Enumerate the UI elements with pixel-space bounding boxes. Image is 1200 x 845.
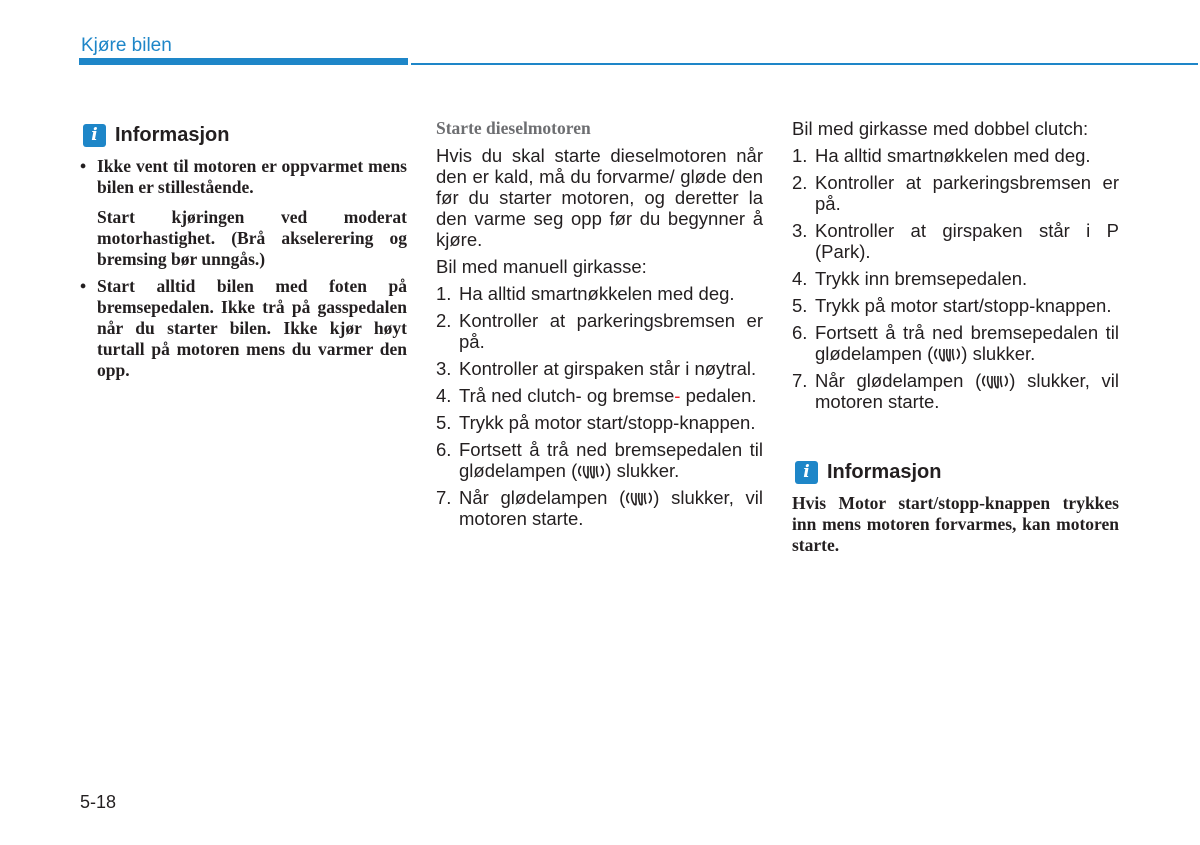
step-text: Ha alltid smartnøkkelen med deg. xyxy=(459,283,735,304)
list-item xyxy=(436,283,763,304)
step-text-a: Trå ned clutch- og bremse xyxy=(459,385,675,406)
step-text: Kontroller at girspaken står i nøytral. xyxy=(459,358,757,379)
info-heading-right xyxy=(795,461,941,484)
step-text: Kontroller at parkeringsbremsen er på. xyxy=(815,172,1119,214)
page-number: 5-18 xyxy=(80,792,117,812)
step-text-a: Når glødelampen ( xyxy=(815,370,982,391)
info-icon: i xyxy=(83,124,106,147)
step-number: 2. xyxy=(436,310,452,331)
bullet-text: Ikke vent til motoren er oppvarmet mens bilen er stillestående. xyxy=(97,156,407,197)
bullet-subtext: Start kjøringen ved moderat motorhastighet. (Brå akselerering og bremsing bør unngås.) xyxy=(97,207,407,269)
list-item xyxy=(436,487,763,529)
step-number: 4. xyxy=(436,385,452,406)
dct-section xyxy=(792,118,1119,412)
step-text: Ha alltid smartnøkkelen med deg. xyxy=(815,145,1091,166)
info-heading-left xyxy=(83,124,229,147)
info-title: Informasjon xyxy=(827,461,942,483)
list-item xyxy=(792,322,1119,364)
step-list xyxy=(436,283,763,529)
step-text: Kontroller at girspaken står i P (Park). xyxy=(815,220,1119,262)
step-number: 6. xyxy=(792,322,808,343)
step-text-b: ) slukker. xyxy=(961,343,1036,364)
step-number: 1. xyxy=(792,145,808,166)
glow-plug-icon xyxy=(625,489,653,507)
step-text-a: Fortsett å trå ned bremsepedalen til glødelampen ( xyxy=(459,439,763,481)
step-text: Trykk inn bremsepedalen. xyxy=(815,268,1028,289)
diesel-section xyxy=(436,118,763,529)
step-text-a: Fortsett å trå ned bremsepedalen til glødelampen ( xyxy=(815,322,1119,364)
step-text: Kontroller at parkeringsbremsen er på. xyxy=(459,310,763,352)
list-item xyxy=(436,439,763,481)
step-number: 1. xyxy=(436,283,452,304)
step-text xyxy=(459,385,763,406)
step-number: 3. xyxy=(436,358,452,379)
list-item xyxy=(436,412,763,433)
info-icon: i xyxy=(795,461,818,484)
step-text: Trykk på motor start/stopp-knappen. xyxy=(815,295,1112,316)
step-text xyxy=(459,487,763,529)
bullet-dot: • xyxy=(80,156,87,176)
intro-paragraph: Hvis du skal starte dieselmotoren når den er kald, må du forvarme/ gløde den før du starter motoren, og deretter la den varme seg opp før du begynner å kjøre. xyxy=(436,145,763,250)
step-text xyxy=(815,322,1119,364)
list-item xyxy=(792,370,1119,412)
step-number: 3. xyxy=(792,220,808,241)
info-bullet-list xyxy=(80,156,407,381)
step-text xyxy=(459,439,763,481)
list-item xyxy=(436,385,763,406)
glow-plug-icon xyxy=(933,345,961,363)
step-text: Trykk på motor start/stopp-knappen. xyxy=(459,412,756,433)
list-item xyxy=(792,145,1119,166)
list-item xyxy=(436,358,763,379)
step-number: 7. xyxy=(792,370,808,391)
step-number: 2. xyxy=(792,172,808,193)
glow-plug-icon xyxy=(577,462,605,480)
list-item xyxy=(80,276,407,381)
dct-label: Bil med girkasse med dobbel clutch: xyxy=(792,118,1089,139)
header-rule-thick xyxy=(79,58,408,65)
step-number: 4. xyxy=(792,268,808,289)
hyphen-mark: - xyxy=(674,385,681,406)
manual-label: Bil med manuell girkasse: xyxy=(436,256,647,277)
step-text-a: Når glødelampen ( xyxy=(459,487,626,508)
step-number: 7. xyxy=(436,487,452,508)
glow-plug-icon xyxy=(981,372,1009,390)
step-text xyxy=(815,370,1119,412)
list-item xyxy=(80,156,407,270)
step-text-b: ) slukker, vil motoren starte. xyxy=(459,487,763,529)
header-title: Kjøre bilen xyxy=(81,35,172,56)
step-text-b: ) slukker, vil motoren starte. xyxy=(815,370,1119,412)
section-subheading: Starte dieselmotoren xyxy=(436,118,591,138)
list-item xyxy=(792,172,1119,214)
list-item xyxy=(436,310,763,352)
list-item xyxy=(792,295,1119,316)
bullet-text: Start alltid bilen med foten på bremsepedalen. Ikke trå på gasspedalen når du starter bilen. Ikke kjør høyt turtall på motoren mens du varmer den opp. xyxy=(97,276,407,380)
list-item xyxy=(792,220,1119,262)
list-item xyxy=(792,268,1119,289)
header-rule-thin xyxy=(411,63,1198,65)
step-text-b: ) slukker. xyxy=(605,460,680,481)
info-text: Hvis Motor start/stopp-knappen trykkes inn mens motoren forvarmes, kan motoren starte. xyxy=(792,493,1119,555)
info-title: Informasjon xyxy=(115,124,230,146)
step-number: 5. xyxy=(436,412,452,433)
step-number: 5. xyxy=(792,295,808,316)
bullet-dot: • xyxy=(80,276,87,296)
step-text-b: pedalen. xyxy=(685,385,757,406)
step-number: 6. xyxy=(436,439,452,460)
step-list xyxy=(792,145,1119,412)
